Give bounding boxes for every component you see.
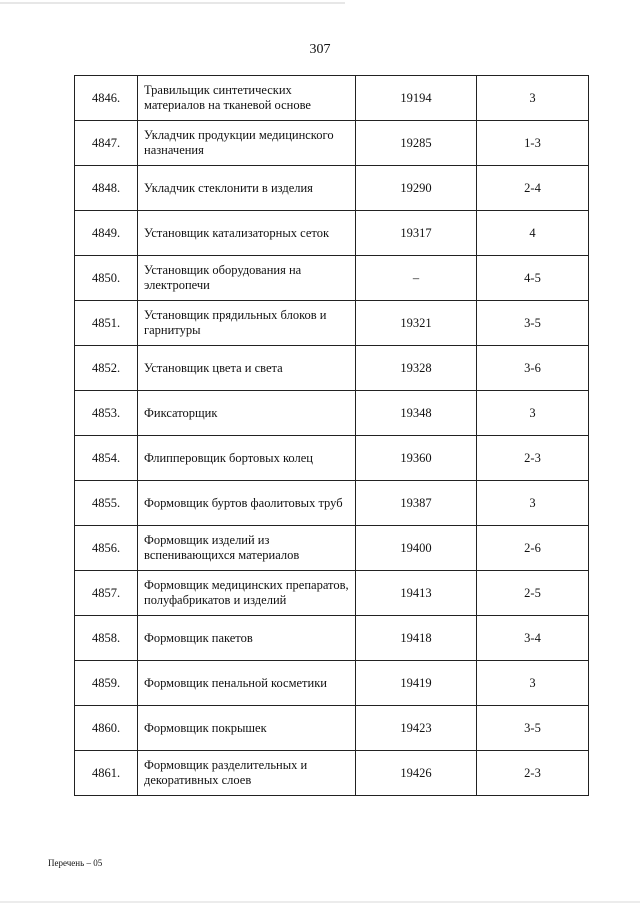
row-number: 4855. (75, 481, 138, 526)
row-number: 4856. (75, 526, 138, 571)
page-number: 307 (309, 42, 331, 57)
profession-code: 19321 (356, 301, 477, 346)
grade-range: 2-3 (477, 436, 589, 481)
table-row (75, 571, 589, 616)
profession-code: 19426 (356, 751, 477, 796)
profession-name: Травильщик синтетических материалов на тканевой основе (138, 76, 356, 121)
row-number: 4861. (75, 751, 138, 796)
row-number: 4852. (75, 346, 138, 391)
profession-code: 19360 (356, 436, 477, 481)
profession-code: 19423 (356, 706, 477, 751)
grade-range: 2-4 (477, 166, 589, 211)
row-number: 4848. (75, 166, 138, 211)
table-row (75, 166, 589, 211)
profession-name: Формовщик медицинских препаратов, полуфабрикатов и изделий (138, 571, 356, 616)
profession-code: 19418 (356, 616, 477, 661)
grade-range: 3-5 (477, 706, 589, 751)
grade-range: 3-6 (477, 346, 589, 391)
grade-range: 4 (477, 211, 589, 256)
table-row (75, 211, 589, 256)
row-number: 4853. (75, 391, 138, 436)
profession-name: Фиксаторщик (138, 391, 356, 436)
profession-name: Укладчик продукции медицинского назначения (138, 121, 356, 166)
profession-code: 19317 (356, 211, 477, 256)
table-row (75, 751, 589, 796)
table-row (75, 391, 589, 436)
table-row (75, 661, 589, 706)
profession-name: Формовщик разделительных и декоративных слоев (138, 751, 356, 796)
profession-code: 19400 (356, 526, 477, 571)
table-row (75, 481, 589, 526)
profession-name: Установщик катализаторных сеток (138, 211, 356, 256)
row-number: 4858. (75, 616, 138, 661)
grade-range: 4-5 (477, 256, 589, 301)
grade-range: 3 (477, 661, 589, 706)
grade-range: 1-3 (477, 121, 589, 166)
profession-code: 19419 (356, 661, 477, 706)
row-number: 4850. (75, 256, 138, 301)
grade-range: 2-6 (477, 526, 589, 571)
profession-code: – (356, 256, 477, 301)
table-row (75, 256, 589, 301)
profession-name: Установщик прядильных блоков и гарнитуры (138, 301, 356, 346)
grade-range: 2-3 (477, 751, 589, 796)
profession-name: Формовщик пенальной косметики (138, 661, 356, 706)
grade-range: 3 (477, 391, 589, 436)
profession-name: Формовщик буртов фаолитовых труб (138, 481, 356, 526)
profession-name: Укладчик стеклонити в изделия (138, 166, 356, 211)
profession-table (74, 75, 589, 796)
table-row (75, 121, 589, 166)
table-row (75, 301, 589, 346)
profession-code: 19285 (356, 121, 477, 166)
profession-code: 19194 (356, 76, 477, 121)
table-row (75, 76, 589, 121)
profession-code: 19413 (356, 571, 477, 616)
table-row (75, 706, 589, 751)
profession-name: Установщик оборудования на электропечи (138, 256, 356, 301)
table-row (75, 526, 589, 571)
grade-range: 2-5 (477, 571, 589, 616)
row-number: 4859. (75, 661, 138, 706)
profession-name: Флипперовщик бортовых колец (138, 436, 356, 481)
grade-range: 3-5 (477, 301, 589, 346)
table-row (75, 616, 589, 661)
profession-code: 19328 (356, 346, 477, 391)
row-number: 4847. (75, 121, 138, 166)
row-number: 4846. (75, 76, 138, 121)
table-row (75, 436, 589, 481)
row-number: 4854. (75, 436, 138, 481)
profession-name: Формовщик покрышек (138, 706, 356, 751)
row-number: 4857. (75, 571, 138, 616)
row-number: 4849. (75, 211, 138, 256)
profession-name: Установщик цвета и света (138, 346, 356, 391)
page-footer: Перечень – 05 (48, 858, 103, 868)
profession-name: Формовщик изделий из вспенивающихся материалов (138, 526, 356, 571)
profession-name: Формовщик пакетов (138, 616, 356, 661)
profession-table-body (75, 76, 589, 796)
table-row (75, 346, 589, 391)
grade-range: 3 (477, 481, 589, 526)
profession-code: 19387 (356, 481, 477, 526)
row-number: 4851. (75, 301, 138, 346)
row-number: 4860. (75, 706, 138, 751)
grade-range: 3 (477, 76, 589, 121)
grade-range: 3-4 (477, 616, 589, 661)
profession-code: 19348 (356, 391, 477, 436)
profession-code: 19290 (356, 166, 477, 211)
